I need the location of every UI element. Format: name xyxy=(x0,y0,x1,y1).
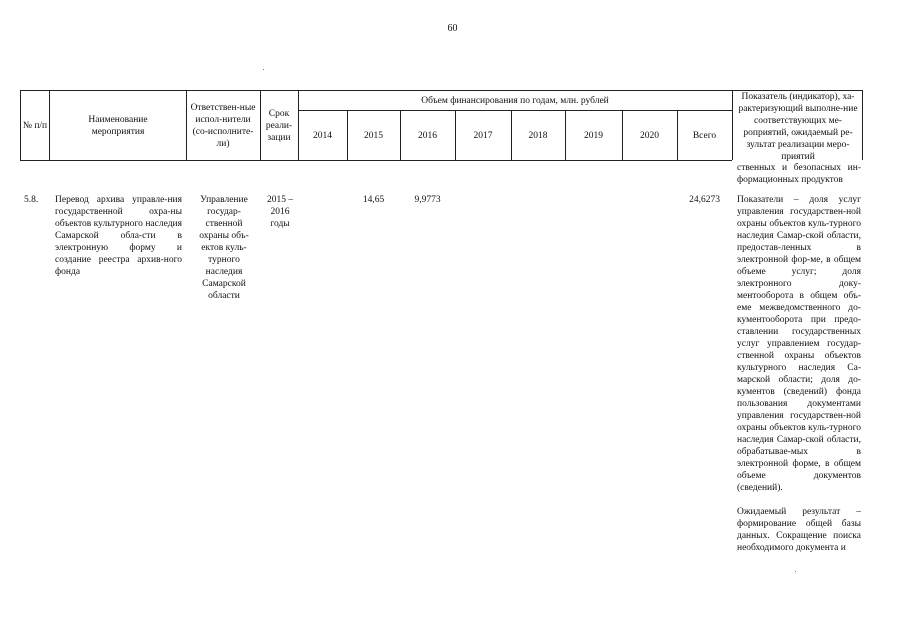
header-year-2016: 2016 xyxy=(418,130,437,141)
header-responsible: Ответствен-ные испол-нители (со-исполните-ли) xyxy=(190,102,256,149)
page-number: 60 xyxy=(447,23,458,34)
row-indicator-text: Показатели – доля услуг управления государствен-ной охраны объектов куль-турного наследия Самар-ской области, предостав-ленных в электронной фор-ме, в общем объеме услуг; доля электронного доку-ментооборота в общем объ-еме межведомственного до-кументооборота при предо-ставлении государственных услуг управлением государ-ственной охраны объектов культурного наследия Са-марской области; доля до-кументов (сведений) фонда пользования документами управления государствен-ной охраны объектов куль-турного наследия Самар-ской области, обрабатывае-мых в электронной форме, в общем объеме документов (сведений). xyxy=(737,195,861,493)
carryover-indicator-text: ственных и безопасных ин-формационных продуктов xyxy=(737,163,861,185)
header-indicator: Показатель (индикатор), ха-рактеризующий выполне-ние соответствующих ме-роприятий, ожидаемый ре-зультат реализации меро-приятий xyxy=(738,92,858,162)
header-year-2019: 2019 xyxy=(584,130,603,141)
col-divider xyxy=(732,90,733,160)
row-expected-result-text: Ожидаемый результат – формирование общей базы данных. Сокращение поиска необходимого документа и xyxy=(737,507,861,553)
header-num: № п/п xyxy=(22,120,48,131)
header-total: Всего xyxy=(692,130,717,141)
header-year-2020: 2020 xyxy=(640,130,659,141)
row-name: Перевод архива управле-ния государственной охра-ны объектов культурного наследия Самарской обла-сти в электронную форму и создание реестра архив-ного фонда xyxy=(55,195,182,277)
header-term: Срок реали-зации xyxy=(265,108,293,143)
header-year-2018: 2018 xyxy=(528,130,548,141)
table-right-border xyxy=(862,90,863,160)
row-total: 24,6273 xyxy=(689,195,720,205)
row-term: 2015 – 2016 годы xyxy=(266,195,294,229)
header-name: Наименование мероприятия xyxy=(88,114,148,137)
row-responsible: Управление государ-ственной охраны объ-ектов куль-турного наследия Самарской области xyxy=(199,195,249,301)
header-funding-group: Объем финансирования по годам, млн. рублей xyxy=(421,95,609,106)
col-divider xyxy=(49,90,50,160)
header-year-2017: 2017 xyxy=(473,130,493,141)
row-value-2016: 9,9773 xyxy=(414,195,441,205)
header-bottom-border xyxy=(20,160,732,161)
header-year-2015: 2015 xyxy=(364,130,383,141)
table-left-border xyxy=(20,90,21,160)
row-num: 5.8. xyxy=(24,195,39,205)
header-year-2014: 2014 xyxy=(313,130,332,141)
row-value-2015: 14,65 xyxy=(362,195,385,205)
